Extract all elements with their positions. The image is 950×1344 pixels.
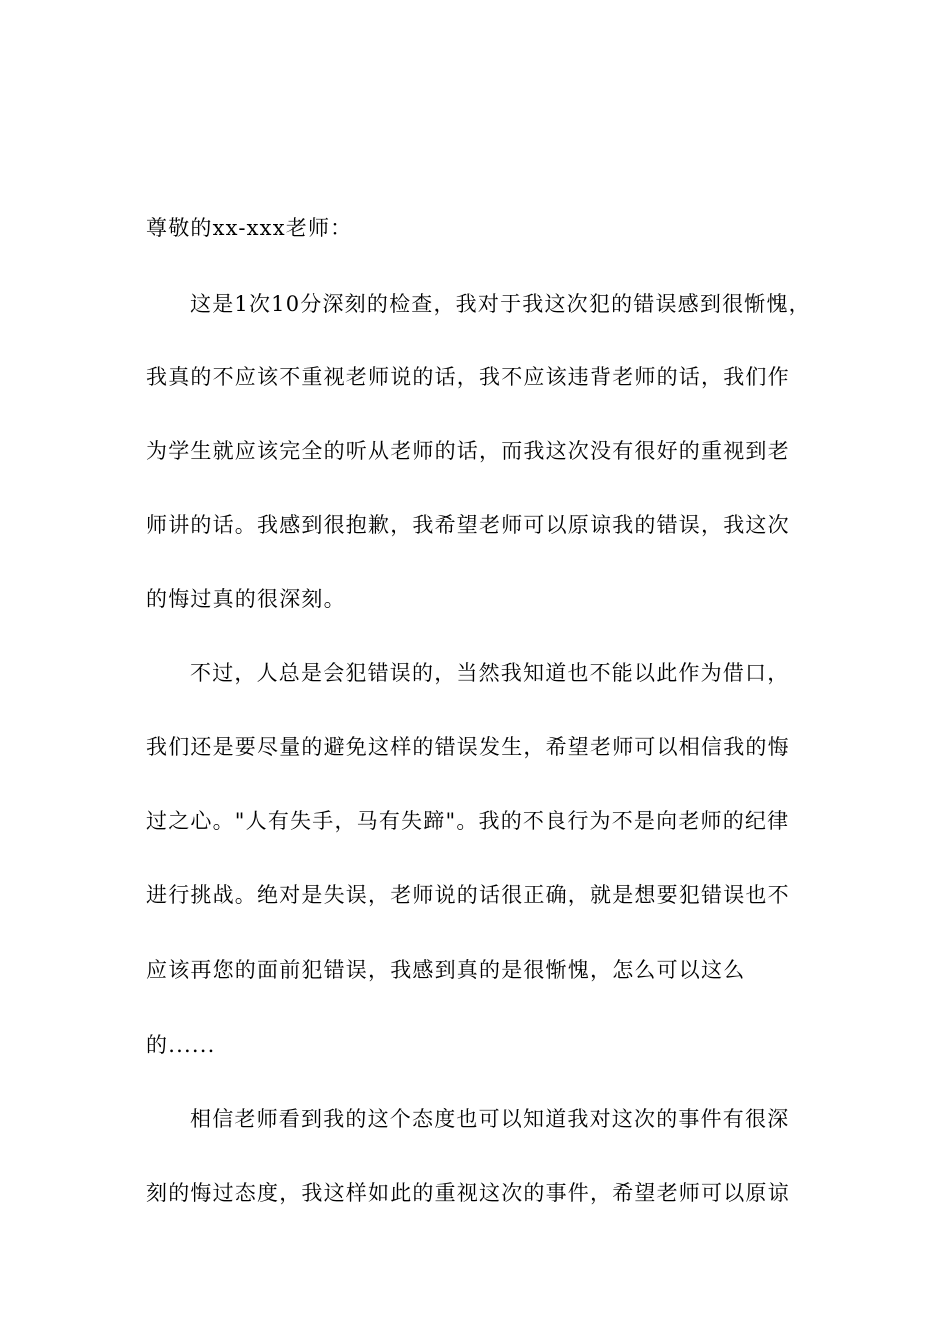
paragraph-3-line-1: 相信老师看到我的这个态度也可以知道我对这次的事件有很深 <box>190 1107 790 1131</box>
paragraph-1-line-3: 为学生就应该完全的听从老师的话，而我这次没有很好的重视到老 <box>146 439 790 463</box>
paragraph-2-line-3: 过之心。"人有失手，马有失蹄"。我的不良行为不是向老师的纪律 <box>146 809 790 833</box>
paragraph-2-line-5: 应该再您的面前犯错误，我感到真的是很惭愧，怎么可以这么 <box>146 958 746 982</box>
paragraph-2-line-2: 我们还是要尽量的避免这样的错误发生，希望老师可以相信我的悔 <box>146 735 790 759</box>
paragraph-1-line-2: 我真的不应该不重视老师说的话，我不应该违背老师的话，我们作 <box>146 365 790 389</box>
paragraph-2-line-6: 的...... <box>146 1033 216 1057</box>
salutation: 尊敬的xx-xxx老师： <box>146 216 353 240</box>
paragraph-1-line-1: 这是1次10分深刻的检查，我对于我这次犯的错误感到很惭愧， <box>190 292 811 316</box>
paragraph-3-line-2: 刻的悔过态度，我这样如此的重视这次的事件，希望老师可以原谅 <box>146 1181 790 1205</box>
paragraph-2-line-1: 不过，人总是会犯错误的，当然我知道也不能以此作为借口， <box>190 661 790 685</box>
paragraph-1-line-5: 的悔过真的很深刻。 <box>146 587 346 611</box>
paragraph-2-line-4: 进行挑战。绝对是失误，老师说的话很正确，就是想要犯错误也不 <box>146 883 790 907</box>
paragraph-1-line-4: 师讲的话。我感到很抱歉，我希望老师可以原谅我的错误，我这次 <box>146 513 790 537</box>
